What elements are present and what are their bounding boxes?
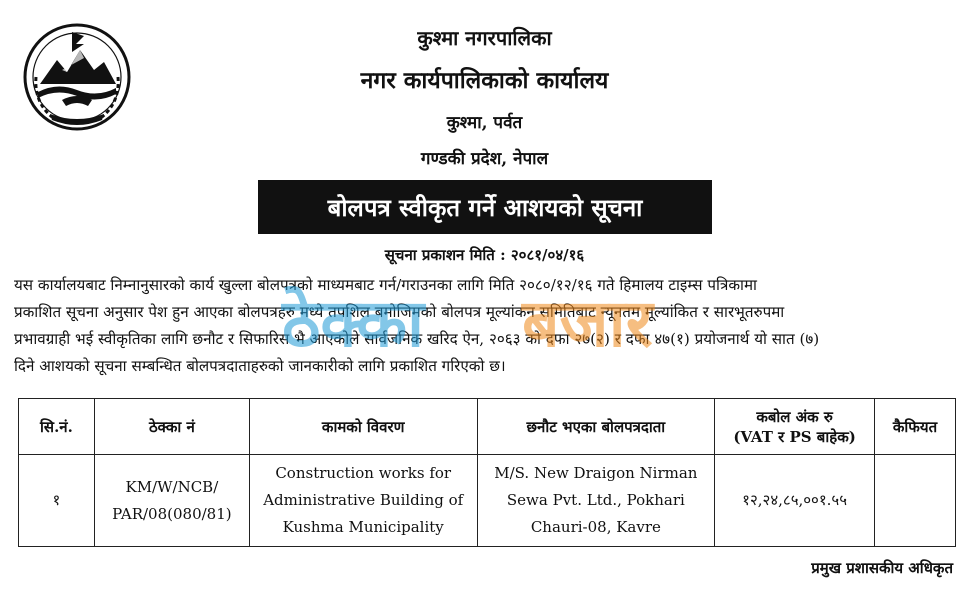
watermark-left-text: ठेक्का bbox=[282, 285, 425, 362]
header-amount-line1: कबोल अंक रु bbox=[756, 407, 833, 426]
description-line2: Administrative Building of bbox=[263, 491, 464, 509]
province-country: गण्डकी प्रदेश, नेपाल bbox=[420, 149, 549, 169]
table-row bbox=[19, 455, 956, 547]
office-location: कुश्मा, पर्वत bbox=[446, 113, 523, 133]
body-line: दिने आशयको सूचना सम्बन्धित बोलपत्रदाताहरुको जानकारीको लागि प्रकाशित गरिएको छ। bbox=[14, 357, 506, 375]
publication-date-label: सूचना प्रकाशन मिति : bbox=[384, 246, 506, 264]
header-description: कामको विवरण bbox=[249, 399, 477, 455]
bidder-line3: Chauri-08, Kavre bbox=[530, 518, 661, 536]
cell-bidder bbox=[477, 455, 715, 547]
header-bidder: छनौट भएका बोलपत्रदाता bbox=[477, 399, 715, 455]
cell-sn: १ bbox=[19, 455, 95, 547]
signatory-title: प्रमुख प्रशासकीय अधिकृत bbox=[811, 559, 953, 577]
description-line1: Construction works for bbox=[275, 464, 452, 482]
contract-no-line1: KM/W/NCB/ bbox=[125, 477, 219, 496]
publication-date-line bbox=[0, 245, 969, 265]
header-contract-no: ठेक्का नं bbox=[94, 399, 249, 455]
contract-no-line2: PAR/08(080/81) bbox=[112, 504, 232, 523]
cell-contract-no bbox=[94, 455, 249, 547]
body-line: प्रभावग्राही भई स्वीकृतिका लागि छनौट र सिफारिस भै आएकोले सार्वजनिक खरिद ऐन, २०६३ को दफा २७(२) र दफा ४७(१) प्रयोजनार्थ यो सात (७) bbox=[14, 330, 820, 348]
notice-title: बोलपत्र स्वीकृत गर्ने आशयको सूचना bbox=[258, 180, 712, 234]
table-header-row bbox=[19, 399, 956, 455]
municipality-name: कुश्मा नगरपालिका bbox=[417, 26, 552, 50]
bidder-line2: Sewa Pvt. Ltd., Pokhari bbox=[506, 491, 685, 509]
header-sn: सि.नं. bbox=[19, 399, 95, 455]
watermark-right-text: बजार bbox=[522, 285, 653, 362]
description-line3: Kushma Municipality bbox=[282, 518, 444, 536]
header-amount-line2: (VAT र PS बाहेक) bbox=[733, 427, 856, 446]
header-amount bbox=[715, 399, 875, 455]
body-line: यस कार्यालयबाट निम्नानुसारको कार्य खुल्ला बोलपत्रको माध्यमबाट गर्न/गराउनका लागि मिति २०८०/१२/१६ गते हिमालय टाइम्स पत्रिकामा bbox=[14, 276, 757, 294]
bid-table bbox=[18, 398, 956, 547]
office-name: नगर कार्यपालिकाको कार्यालय bbox=[360, 67, 609, 94]
bidder-line1: M/S. New Draigon Nirman bbox=[494, 464, 698, 482]
cell-remarks bbox=[875, 455, 956, 547]
header-remarks: कैफियत bbox=[875, 399, 956, 455]
notice-body bbox=[14, 272, 959, 380]
cell-description bbox=[249, 455, 477, 547]
body-line: प्रकाशित सूचना अनुसार पेश हुन आएका बोलपत्रहरु मध्ये तपशिल बमोजिमको बोलपत्र मूल्यांकन समितिबाट न्यूनतम मूल्यांकित र सारभूतरुपमा bbox=[14, 303, 785, 321]
publication-date-value: २०८१/०४/१६ bbox=[510, 246, 585, 264]
cell-amount: १२,२४,८५,००१.५५ bbox=[715, 455, 875, 547]
